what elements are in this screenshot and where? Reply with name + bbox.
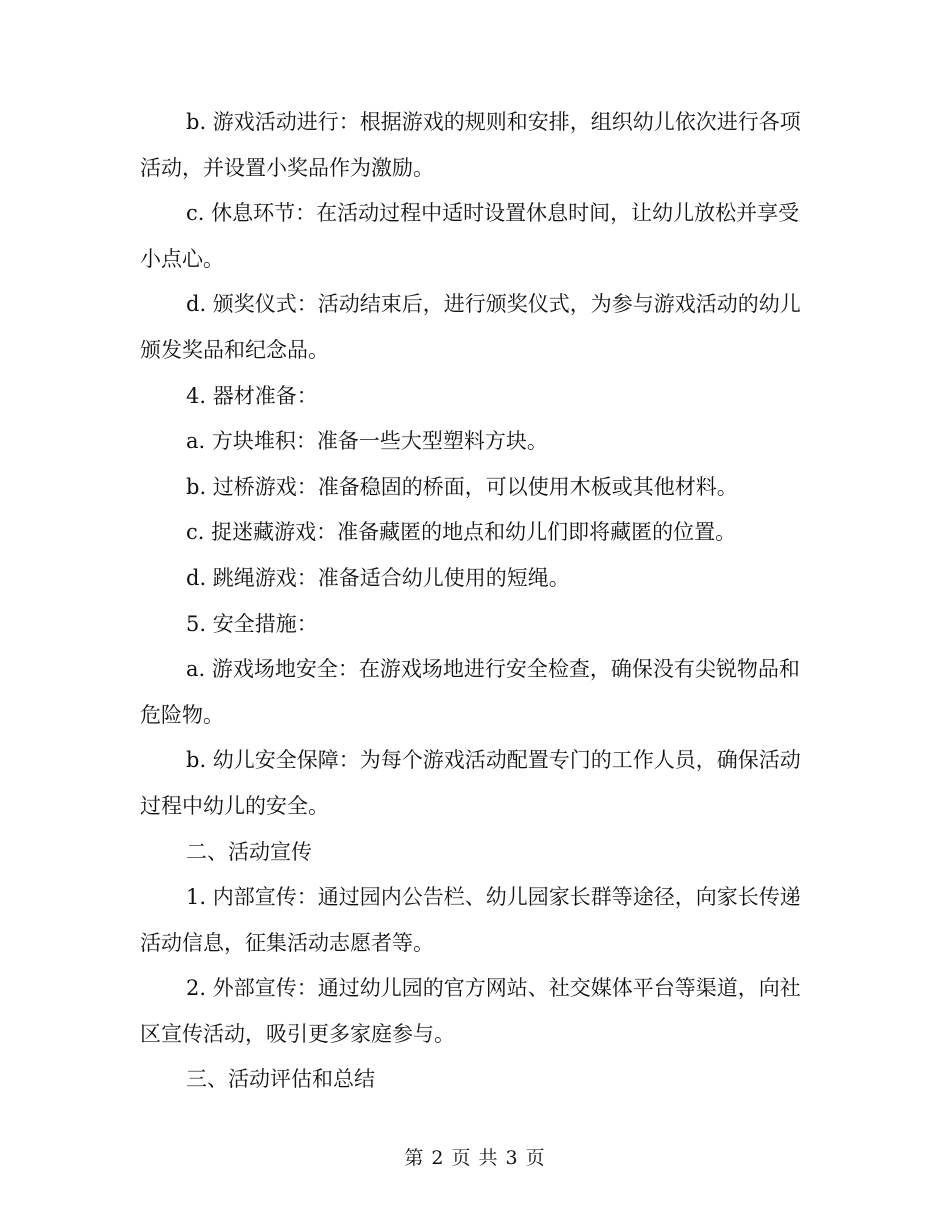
page-footer: 第 2 页 共 3 页	[404, 1147, 546, 1169]
heading-evaluation-summary: 三、活动评估和总结	[186, 1067, 375, 1092]
paragraph-venue-safety: a. 游戏场地安全：在游戏场地进行安全检查，确保没有尖锐物品和危险物。	[140, 657, 800, 727]
paragraph-jump-rope: d. 跳绳游戏：准备适合幼儿使用的短绳。	[186, 565, 570, 590]
paragraph-block-stacking: a. 方块堆积：准备一些大型塑料方块。	[186, 429, 548, 454]
paragraph-child-safety: b. 幼儿安全保障：为每个游戏活动配置专门的工作人员，确保活动过程中幼儿的安全。	[140, 748, 801, 818]
heading-safety-measures: 5. 安全措施：	[186, 611, 318, 636]
paragraph-award-ceremony: d. 颁奖仪式：活动结束后，进行颁奖仪式，为参与游戏活动的幼儿颁发奖品和纪念品。	[140, 292, 801, 362]
paragraph-bridge-game: b. 过桥游戏：准备稳固的桥面，可以使用木板或其他材料。	[186, 474, 738, 499]
paragraph-game-activity: b. 游戏活动进行：根据游戏的规则和安排，组织幼儿依次进行各项活动，并设置小奖品作为激励。	[140, 110, 801, 180]
paragraph-internal-promotion: 1. 内部宣传：通过园内公告栏、幼儿园家长群等途径，向家长传递活动信息，征集活动志愿者等。	[140, 885, 801, 955]
paragraph-rest-session: c. 休息环节：在活动过程中适时设置休息时间，让幼儿放松并享受小点心。	[140, 201, 800, 271]
paragraph-external-promotion: 2. 外部宣传：通过幼儿园的官方网站、社交媒体平台等渠道，向社区宣传活动，吸引更多家庭参与。	[140, 976, 801, 1046]
paragraph-hide-and-seek: c. 捉迷藏游戏：准备藏匿的地点和幼儿们即将藏匿的位置。	[186, 520, 737, 545]
heading-activity-promotion: 二、活动宣传	[186, 839, 312, 864]
heading-equipment-preparation: 4. 器材准备：	[186, 383, 318, 408]
document-body	[140, 100, 810, 1103]
